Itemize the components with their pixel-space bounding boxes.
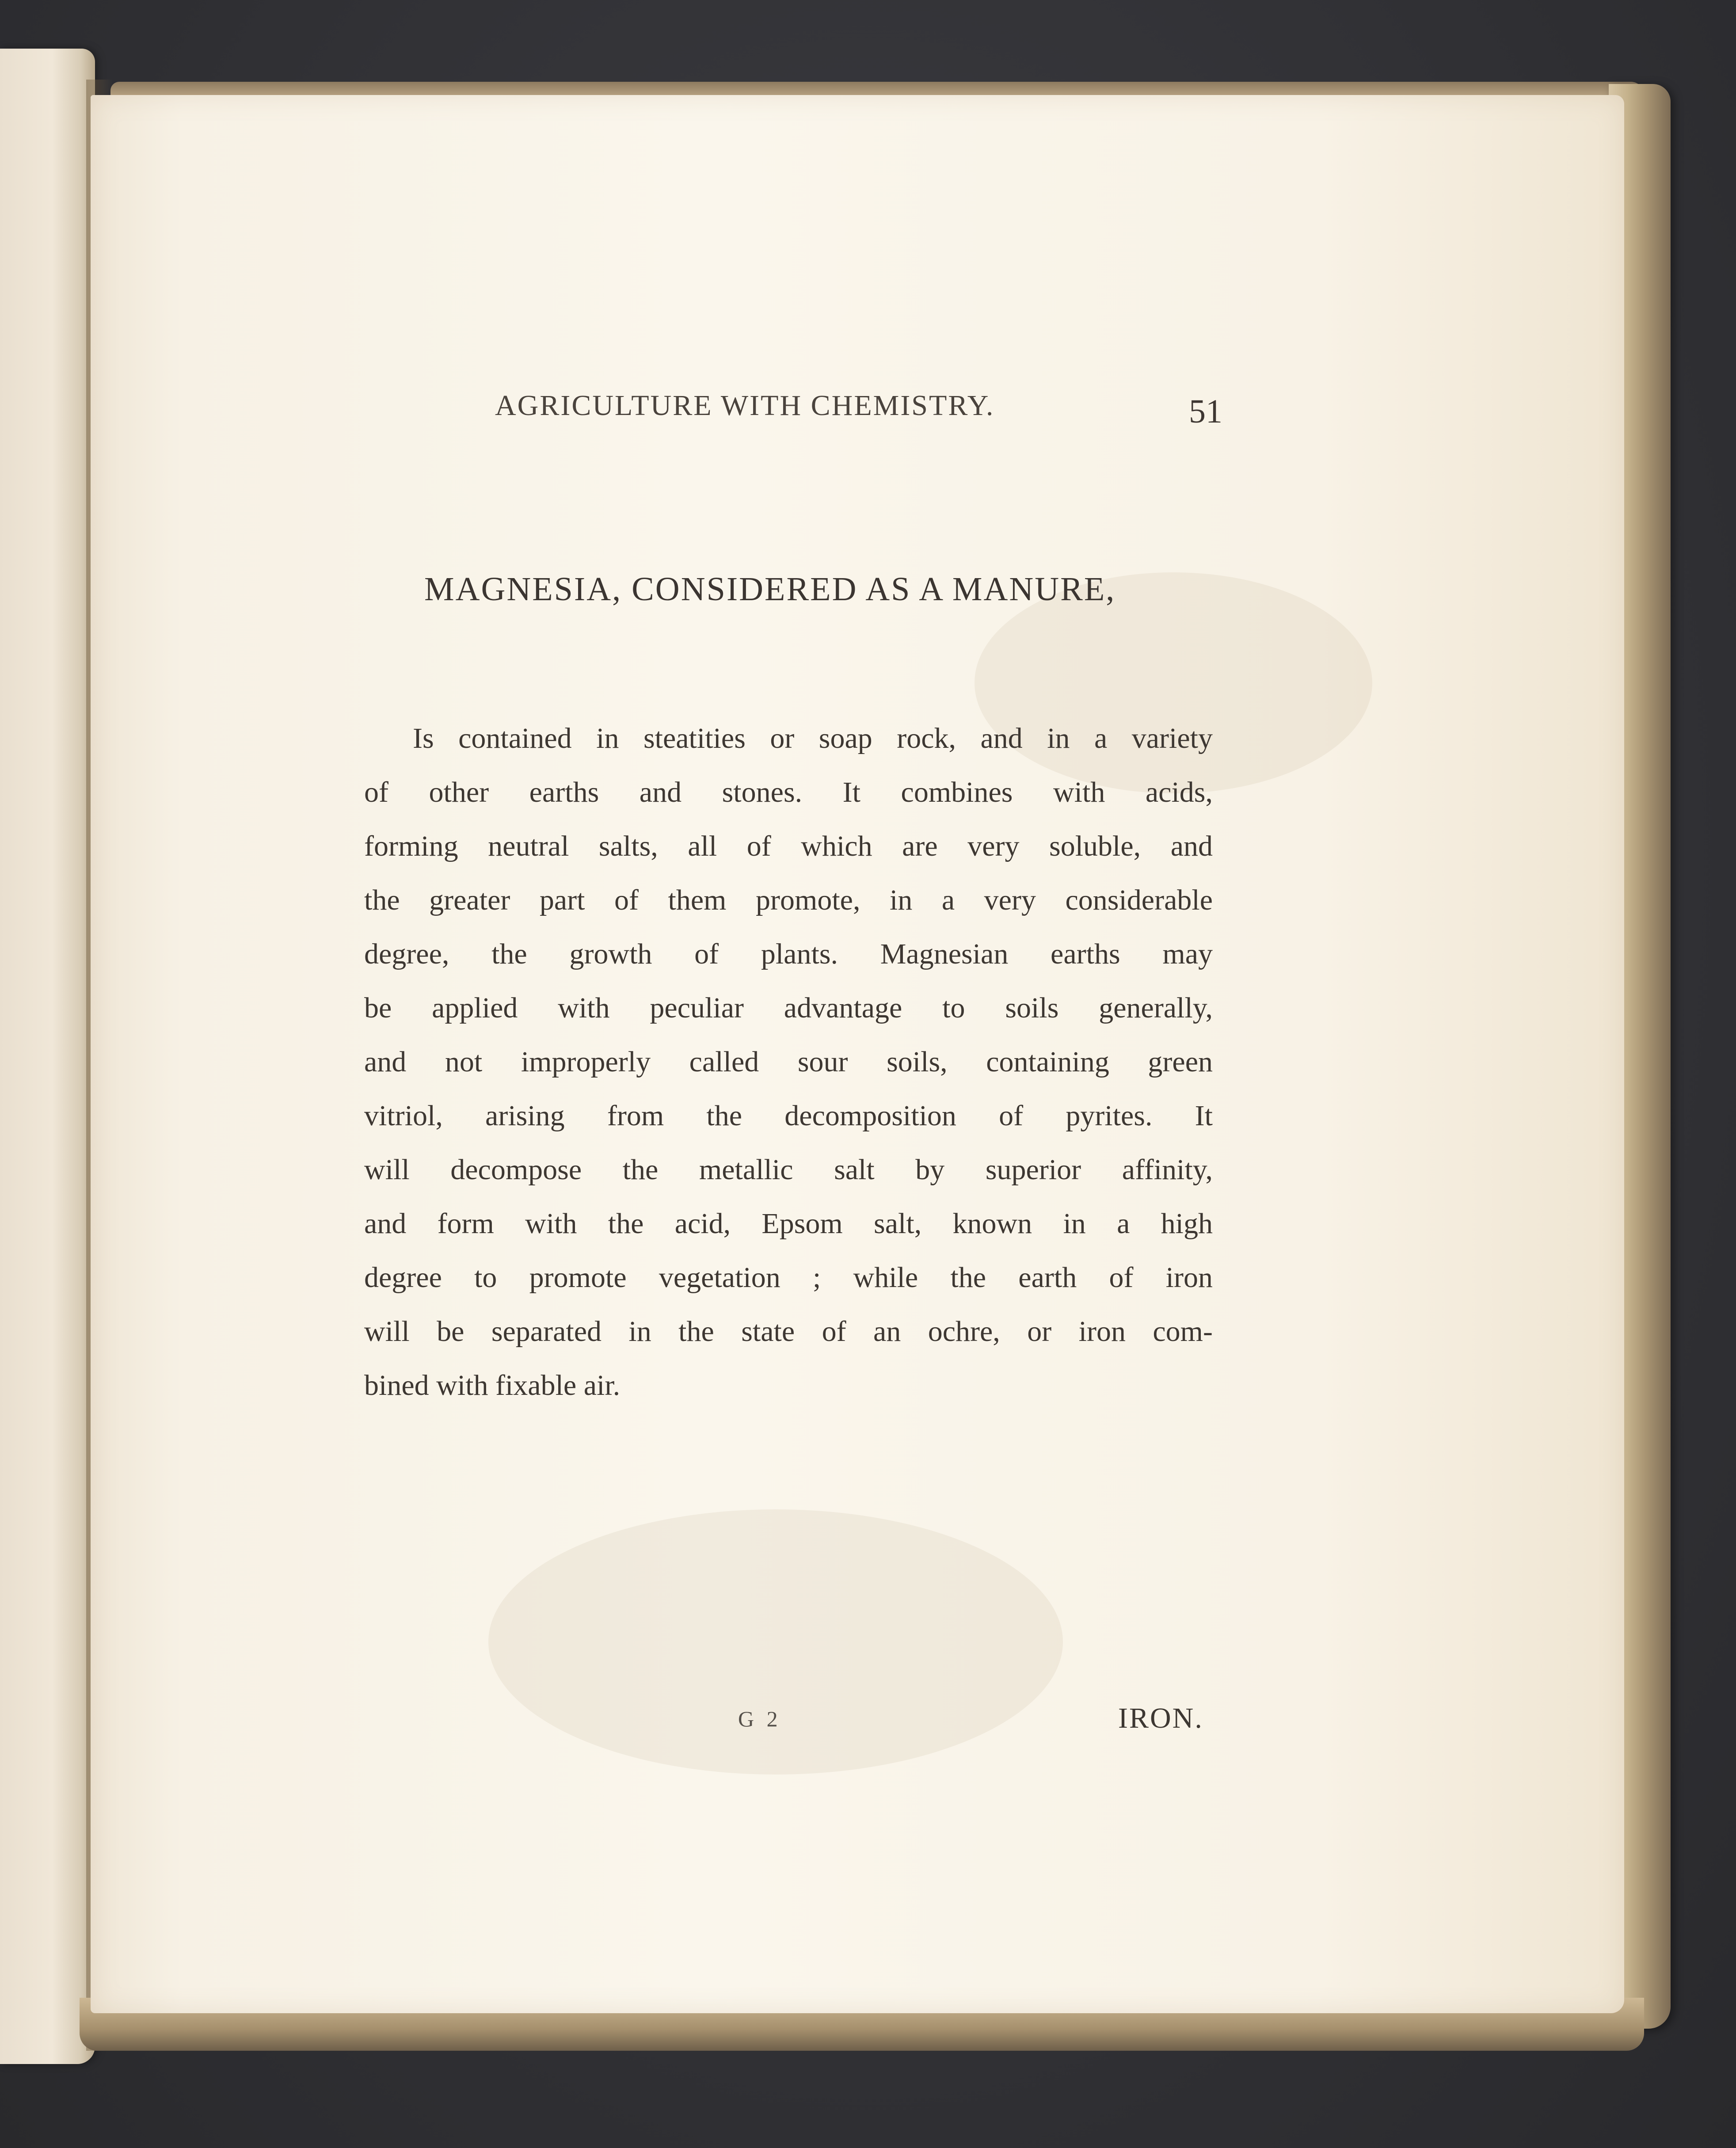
catchword: IRON.: [1118, 1702, 1203, 1734]
paragraph-line: vitriol, arising from the decomposition of pyrites. It: [364, 1100, 1213, 1132]
paragraph-line: forming neutral salts, all of which are very soluble, and: [364, 830, 1213, 862]
paragraph-line: the greater part of them promote, in a very considerable: [364, 884, 1213, 916]
paragraph-line: degree, the growth of plants. Magnesian earths may: [364, 938, 1213, 970]
paragraph-line: of other earths and stones. It combines with acids,: [364, 776, 1213, 808]
paragraph-line: and form with the acid, Epsom salt, known in a high: [364, 1207, 1213, 1240]
paragraph-line: and not improperly called sour soils, containing green: [364, 1046, 1213, 1078]
paragraph-line: bined with fixable air.: [364, 1369, 621, 1402]
signature-mark: G 2: [738, 1706, 781, 1731]
paragraph-line: Is contained in steatities or soap rock, and in a variety: [413, 722, 1213, 754]
paragraph-line: degree to promote vegetation ; while the earth of iron: [364, 1261, 1213, 1294]
paragraph-line: be applied with peculiar advantage to soils generally,: [364, 992, 1213, 1024]
left-facing-page-edge: [0, 49, 95, 2064]
page-number: 51: [1189, 393, 1222, 430]
section-title: MAGNESIA, CONSIDERED AS A MANURE,: [424, 571, 1116, 608]
foxing-stain: [488, 1509, 1063, 1775]
paragraph-line: will decompose the metallic salt by superior affinity,: [364, 1154, 1213, 1186]
body-paragraph: [364, 712, 1213, 1413]
running-head: AGRICULTURE WITH CHEMISTRY.: [495, 389, 995, 422]
paragraph-line: will be separated in the state of an ochre, or iron com-: [364, 1315, 1213, 1348]
